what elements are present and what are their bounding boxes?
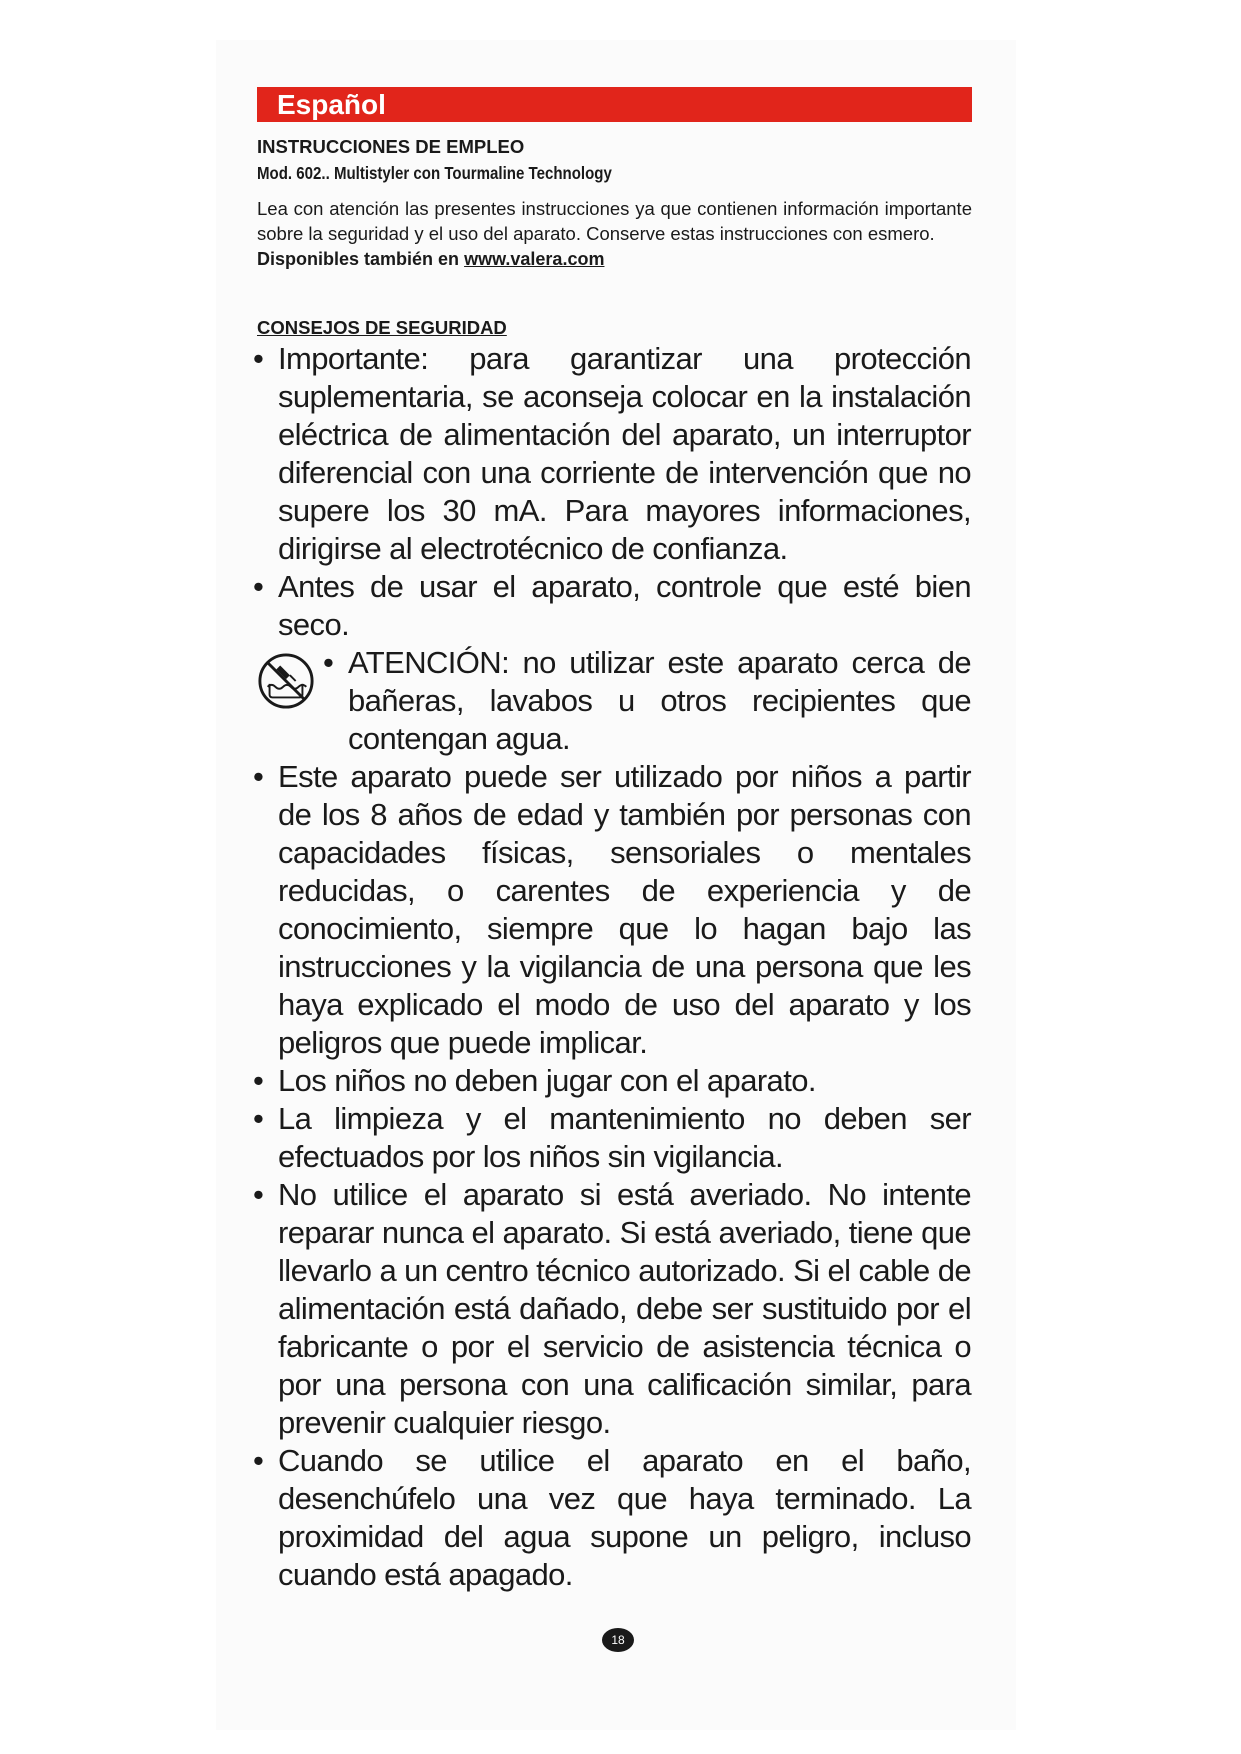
language-header-bar: [257, 87, 972, 122]
language-title: Español: [277, 89, 386, 120]
valera-website-link[interactable]: www.valera.com: [464, 249, 605, 269]
intro-paragraph: Lea con atención las presentes instrucciones ya que contienen información importante sobre la seguridad y el uso del aparato. Conserve estas instrucciones con esmero.: [257, 198, 972, 244]
safety-list: [253, 340, 971, 1594]
safety-item: • No utilice el aparato si está averiado. No intente reparar nunca el aparato. Si está averiado, tiene que llevarlo a un centro técnico autorizado. Si el cable de alimentación está dañado, debe ser sustituido por el fabricante o por el servicio de asistencia técnica o por una persona con una calificación similar, para prevenir cualquier riesgo.: [253, 1176, 971, 1442]
no-water-bath-icon: [257, 652, 315, 710]
safety-item-warning: • ATENCIÓN: no utilizar este aparato cerca de bañeras, lavabos u otros recipientes que contengan agua.: [323, 644, 971, 758]
warning-block: [253, 644, 971, 758]
model-line: Mod. 602.. Multistyler con Tourmaline Technology: [257, 163, 612, 183]
safety-item: • Importante: para garantizar una protección suplementaria, se aconseja colocar en la instalación eléctrica de alimentación del aparato, un interruptor diferencial con una corriente de intervención que no supere los 30 mA. Para mayores informaciones, dirigirse al electrotécnico de confianza.: [253, 340, 971, 568]
availability-line: [257, 249, 604, 270]
safety-item: • Cuando se utilice el aparato en el baño, desenchúfelo una vez que haya terminado. La proximidad del agua supone un peligro, incluso cuando está apagado.: [253, 1442, 971, 1594]
safety-section-title: CONSEJOS DE SEGURIDAD: [257, 317, 507, 338]
safety-item: • Este aparato puede ser utilizado por niños a partir de los 8 años de edad y también por personas con capacidades físicas, sensoriales o mentales reducidas, o carentes de experiencia y de conocimiento, siempre que lo hagan bajo las instrucciones y la vigilancia de una persona que les haya explicado el modo de uso del aparato y los peligros que puede implicar.: [253, 758, 971, 1062]
safety-item: • La limpieza y el mantenimiento no deben ser efectuados por los niños sin vigilancia.: [253, 1100, 971, 1176]
page-number: 18: [602, 1628, 634, 1652]
availability-label: Disponibles también en: [257, 249, 460, 269]
instructions-title: INSTRUCCIONES DE EMPLEO: [257, 136, 525, 157]
safety-item: • Antes de usar el aparato, controle que esté bien seco.: [253, 568, 971, 644]
safety-item: • Los niños no deben jugar con el aparato.: [253, 1062, 971, 1100]
